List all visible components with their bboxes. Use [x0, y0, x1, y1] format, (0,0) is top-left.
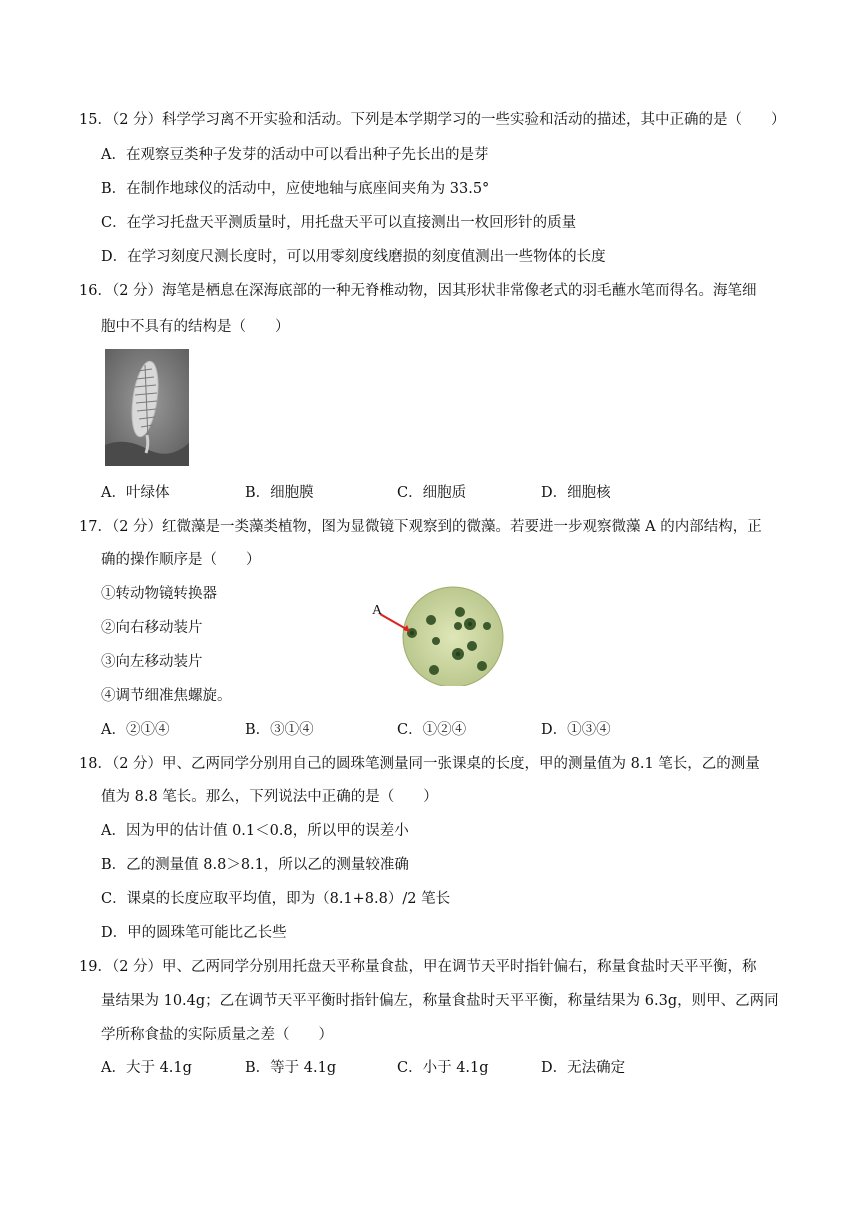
- q15-option-b: B．在制作地球仪的活动中，应使地轴与底座间夹角为 33.5°: [101, 181, 490, 197]
- q18-stem-line1: 18．（2 分）甲、乙两同学分别用自己的圆珠笔测量同一张课桌的长度，甲的测量值为 8.1 笔长，乙的测量: [79, 756, 760, 772]
- q17-option-d: D．①③④: [541, 722, 611, 738]
- q16-option-d: D．细胞核: [541, 485, 611, 501]
- q18-option-a: A．因为甲的估计值 0.1＜0.8，所以甲的误差小: [101, 823, 409, 839]
- q15-option-d: D．在学习刻度尺测长度时，可以用零刻度线磨损的刻度值测出一些物体的长度: [101, 249, 606, 265]
- q19-stem-line2: 量结果为 10.4g；乙在调节天平平衡时指针偏左，称量食盐时天平平衡，称量结果为 6.3g，则甲、乙两同: [101, 993, 779, 1009]
- q19-stem-line1: 19．（2 分）甲、乙两同学分别用托盘天平称量食盐，甲在调节天平时指针偏右，称量食盐时天平平衡，称: [79, 959, 757, 975]
- q16-option-b: B．细胞膜: [245, 485, 314, 501]
- microscope-view-figure: [372, 586, 506, 686]
- q16-stem-line2: 胞中不具有的结构是（ ）: [101, 319, 290, 335]
- q17-step-1: ①转动物镜转换器: [101, 586, 217, 602]
- q17-step-3: ③向左移动装片: [101, 654, 203, 670]
- q19-option-d: D．无法确定: [541, 1060, 626, 1076]
- q19-option-c: C．小于 4.1g: [397, 1060, 489, 1076]
- figure-label-a: A: [372, 603, 383, 618]
- q19-option-a: A．大于 4.1g: [101, 1060, 192, 1076]
- q18-option-c: C．课桌的长度应取平均值，即为（8.1+8.8）/2 笔长: [101, 891, 451, 907]
- q16-option-a: A．叶绿体: [101, 485, 170, 501]
- q17-stem-line2: 确的操作顺序是（ ）: [101, 552, 261, 568]
- sea-pen-photo: [105, 349, 189, 466]
- q16-option-c: C．细胞质: [397, 485, 467, 501]
- q18-stem-line2: 值为 8.8 笔长。那么，下列说法中正确的是（ ）: [101, 789, 438, 805]
- q18-option-b: B．乙的测量值 8.8＞8.1，所以乙的测量较准确: [101, 857, 409, 873]
- q17-step-4: ④调节细准焦螺旋。: [101, 688, 232, 704]
- q17-stem-line1: 17．（2 分）红微藻是一类藻类植物，图为显微镜下观察到的微藻。若要进一步观察微藻 A 的内部结构，正: [79, 519, 762, 535]
- q19-stem-line3: 学所称食盐的实际质量之差（ ）: [101, 1027, 333, 1043]
- q15-option-c: C．在学习托盘天平测质量时，用托盘天平可以直接测出一枚回形针的质量: [101, 215, 577, 231]
- q15-option-a: A．在观察豆类种子发芽的活动中可以看出种子先长出的是芽: [101, 147, 489, 163]
- q17-option-b: B．③①④: [245, 722, 314, 738]
- q16-stem-line1: 16．（2 分）海笔是栖息在深海底部的一种无脊椎动物，因其形状非常像老式的羽毛蘸水笔而得名。海笔细: [79, 283, 757, 299]
- q17-option-a: A．②①④: [101, 722, 170, 738]
- q17-step-2: ②向右移动装片: [101, 620, 203, 636]
- q18-option-d: D．甲的圆珠笔可能比乙长些: [101, 925, 287, 941]
- q19-option-b: B．等于 4.1g: [245, 1060, 337, 1076]
- q17-option-c: C．①②④: [397, 722, 467, 738]
- q15-stem: 15．（2 分）科学学习离不开实验和活动。下列是本学期学习的一些实验和活动的描述，其中正确的是（ ）: [79, 112, 786, 128]
